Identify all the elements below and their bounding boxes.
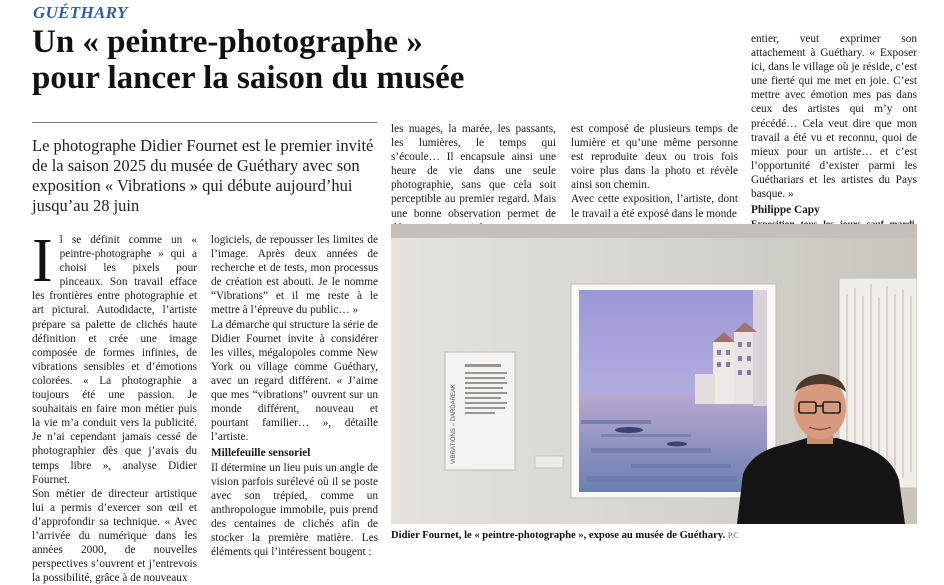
paragraph: Il détermine un lieu puis un angle de vision parfois surélevé où il se poste avec son trépied, comme un anthropologue immobile, puis prend des centaines de clichés afin de stocker la première matière. Les éléments qui l’intéressent bougent : xyxy=(211,461,378,559)
exhibition-photo xyxy=(391,224,917,524)
paragraph: Avec cette exposition, l’artiste, dont le travail a été exposé dans le monde xyxy=(571,193,738,220)
column-2 xyxy=(211,233,378,559)
column-5 xyxy=(751,32,917,257)
paragraph: les nuages, la marée, les passants, les lumières, le temps qui s’écoule… Il encapsule ainsi une heure de vie dans une seule photographie, sans que cela soit perceptible au premier regard. Mais une bonne observation permet de xyxy=(391,123,556,220)
paragraph: logiciels, de repousser les limites de l’image. Après deux années de recherche et de tests, mon processus de création est abouti. Je le nomme “Vibrations” et il me reste à le mettre à l’épreuve du public… » xyxy=(211,234,378,317)
small-plaque xyxy=(535,456,563,468)
section-kicker: GUÉTHARY xyxy=(33,3,128,22)
wall-label: VIBRATIONS – DARDAREAK xyxy=(451,384,457,464)
divider xyxy=(32,122,377,123)
paragraph: l se définit comme un « peintre-photographe » qui a choisi les pixels pour pinceaux. Son travail efface les frontières entre photographie et art pictural. Autodidacte, l’artiste prépare sa palette de clichés haute définition et crée une image composée de formes infinies, de vibrations sensibles et d’émotions colorées. « La photographie a toujours été une passion. Je souhaitais en faire mon métier puis la vie m’a conduit vers la publicité. Je n’ai cependant jamais cessé de photographier dès que j’avais du temps libre », analyse Didier Fournet. xyxy=(32,234,197,486)
paragraph: est composé de plusieurs temps de lumière et qu’une même personne est reproduite deux ou trois fois voire plus dans la photo et révèle ainsi son chemin. xyxy=(571,123,738,192)
drop-cap: I xyxy=(32,227,53,295)
column-4 xyxy=(571,122,738,221)
headline xyxy=(32,24,592,96)
column-3 xyxy=(391,122,556,235)
subheading: Millefeuille sensoriel xyxy=(211,447,311,460)
paragraph: entier, veut exprimer son attachement à Guéthary. « Exposer ici, dans le village où je réside, c’est une fierté qui me met en joie. C’est mettre avec émotion mes pas dans ceux des artistes qui m’y ont précédé… Cela veut dire que mon travail a été vu et reconnu, quoi de mieux pour un artiste… et c’est l’opportunité d’exister parmi les Guéthariars et les artistes du Pays basque. » xyxy=(751,33,917,201)
column-1 xyxy=(32,227,197,585)
photo-credit: P.C xyxy=(727,531,739,540)
caption-text: Didier Fournet, le « peintre-photographe », expose au musée de Guéthary. xyxy=(391,530,726,541)
paragraph: La démarche qui structure la série de Didier Fournet invite à considérer les villes, mégalopoles comme New York ou village comme Guéthary, avec un regard différent. « J’aime que mes “vibrations” ouvrent sur un monde différent, nouveau et pourtant familier… », détaille l’artiste. xyxy=(211,318,378,444)
headline-line-1: Un « peintre-photographe » xyxy=(32,24,423,60)
photo-illustration xyxy=(391,224,917,524)
photo-caption xyxy=(391,529,917,543)
headline-line-2: pour lancer la saison du musée xyxy=(32,60,465,96)
lede: Le photographe Didier Fournet est le premier invité de la saison 2025 du musée de Guéthary avec son exposition « Vibrations » qui débute aujourd’hui jusqu’au 28 juin xyxy=(32,136,374,215)
paragraph: Son métier de directeur artistique lui a permis d’exercer son œil et d’approfondir sa technique. « Avec l’arrivée du numérique dans les années 2000, de nouvelles perspectives s’ouvrent et j’entrevois la possibilité, grâce à de nouveaux xyxy=(32,487,197,585)
ceiling xyxy=(391,224,917,238)
author-signature: Philippe Capy xyxy=(751,204,820,217)
